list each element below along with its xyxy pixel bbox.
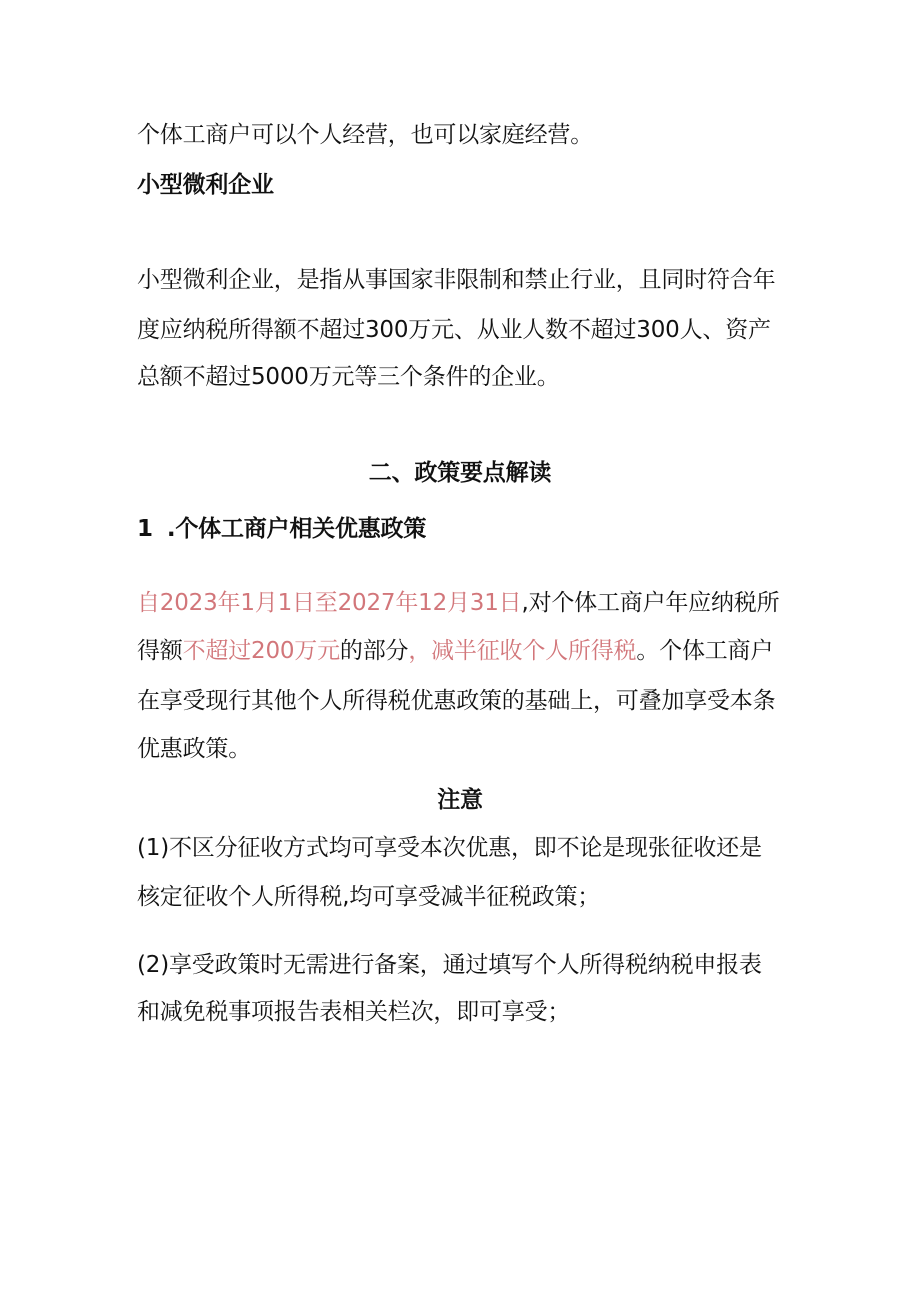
definition-line-2: 度应纳税所得额不超过300万元、从业人数不超过300人、资产 [137, 317, 771, 343]
policy-line-1-text: ,对个体工商户年应纳税所 [521, 590, 780, 616]
sub-heading [137, 514, 426, 544]
definition-line-1: 小型微利企业，是指从事国家非限制和禁止行业，且同时符合年 [137, 267, 776, 293]
section-title: 二、政策要点解读 [368, 460, 552, 486]
policy-line-4: 优惠政策。 [137, 736, 252, 762]
sub-heading-text: .个体工商户相关优惠政策 [166, 516, 427, 542]
policy-threshold: 不超过200万元 [182, 638, 340, 664]
policy-line-2-text-b: 的部分 [339, 638, 409, 664]
policy-line-2 [137, 636, 773, 666]
note-title: 注意 [437, 787, 483, 813]
sub-heading-number: 1 [137, 516, 153, 542]
policy-line-1 [137, 588, 779, 618]
definition-line-3: 总额不超过5000万元等三个条件的企业。 [137, 364, 560, 390]
policy-line-2-text-a: 得额 [137, 638, 183, 664]
policy-halved-tax: ，减半征收个人所得税 [408, 638, 637, 664]
policy-line-3: 在享受现行其他个人所得税优惠政策的基础上，可叠加享受本条 [137, 688, 776, 714]
note-1-line-2: 核定征收个人所得税,均可享受减半征税政策； [137, 884, 601, 910]
policy-date-range: 自2023年1月1日至2027年12月31日 [137, 590, 522, 616]
heading-small-micro-enterprise: 小型微利企业 [137, 172, 274, 198]
policy-line-2-text-c: 。个体工商户 [636, 638, 774, 664]
note-2-line-2: 和减免税事项报告表相关栏次，即可享受； [137, 999, 571, 1025]
intro-paragraph: 个体工商户可以个人经营，也可以家庭经营。 [137, 122, 594, 148]
note-2-line-1: (2)享受政策时无需进行备案，通过填写个人所得税纳税申报表 [137, 952, 762, 978]
note-1-line-1: (1)不区分征收方式均可享受本次优惠，即不论是现张征收还是 [137, 835, 762, 861]
